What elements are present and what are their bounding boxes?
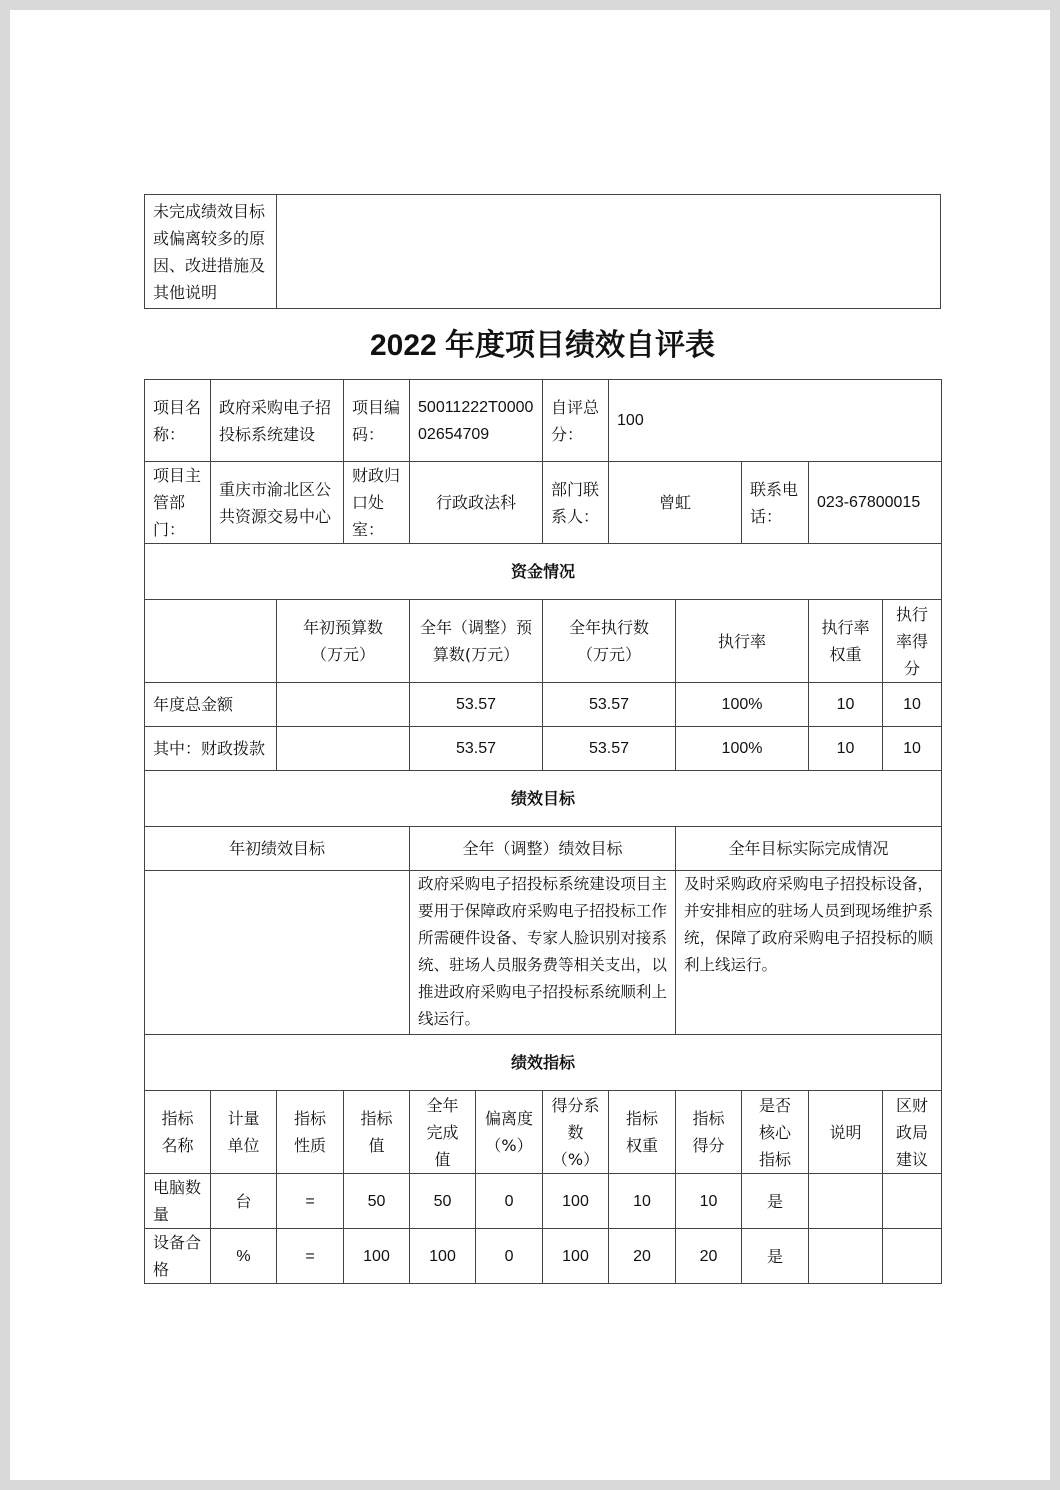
score-label: 自评总分： xyxy=(543,380,609,462)
name-value: 政府采购电子招投标系统建设 xyxy=(211,380,344,462)
goals-header-actual: 全年目标实际完成情况 xyxy=(676,827,942,871)
funds-row xyxy=(145,727,942,771)
indicator-cell: 设备合格 xyxy=(145,1229,211,1284)
page-title: 2022 年度项目绩效自评表 xyxy=(369,329,716,362)
remarks-table xyxy=(144,194,941,309)
goals-section-title: 绩效目标 xyxy=(145,771,942,827)
indicator-cell: 是 xyxy=(742,1229,809,1284)
funds-header-5: 执行率权重 xyxy=(809,600,883,683)
funds-row xyxy=(145,683,942,727)
indicator-cell xyxy=(883,1229,942,1284)
funds-cell: 53.57 xyxy=(410,683,543,727)
indicator-cell: 100 xyxy=(344,1229,410,1284)
indicator-cell: 是 xyxy=(742,1174,809,1229)
funds-header-0 xyxy=(145,600,277,683)
indicator-cell xyxy=(809,1174,883,1229)
code-value: 50011222T000002654709 xyxy=(410,380,543,462)
score-value: 100 xyxy=(609,380,942,462)
evaluation-table xyxy=(144,379,942,1284)
indicator-header: 指标值 xyxy=(344,1091,410,1174)
office-label: 财政归口处室： xyxy=(344,462,410,544)
funds-cell: 10 xyxy=(883,727,942,771)
phone-value: 023-67800015 xyxy=(809,462,942,544)
indicator-row xyxy=(145,1229,942,1284)
indicator-cell: 电脑数量 xyxy=(145,1174,211,1229)
funds-cell: 10 xyxy=(809,727,883,771)
indicator-cell: % xyxy=(211,1229,277,1284)
funds-cell: 100% xyxy=(676,727,809,771)
remarks-value xyxy=(277,195,941,309)
code-label: 项目编码： xyxy=(344,380,410,462)
indicator-cell: = xyxy=(277,1229,344,1284)
indicator-header: 全年完成值 xyxy=(410,1091,476,1174)
funds-header-6: 执行率得分 xyxy=(883,600,942,683)
indicator-cell: 台 xyxy=(211,1174,277,1229)
funds-header-4: 执行率 xyxy=(676,600,809,683)
dept-label: 项目主管部门： xyxy=(145,462,211,544)
goal-initial-text xyxy=(145,871,410,1035)
indicator-header: 区财政局建议 xyxy=(883,1091,942,1174)
indicator-cell: 10 xyxy=(676,1174,742,1229)
indicator-cell: 20 xyxy=(609,1229,676,1284)
office-value: 行政政法科 xyxy=(410,462,543,544)
indicator-cell: 0 xyxy=(476,1229,543,1284)
goal-actual-text: 及时采购政府采购电子招投标设备，并安排相应的驻场人员到现场维护系统，保障了政府采购电子招投标的顺利上线运行。 xyxy=(676,871,942,1035)
indicator-cell: 0 xyxy=(476,1174,543,1229)
indicator-header: 计量单位 xyxy=(211,1091,277,1174)
indicator-header: 是否核心指标 xyxy=(742,1091,809,1174)
indicators-section-title: 绩效指标 xyxy=(145,1035,942,1091)
document-page xyxy=(10,10,1050,1480)
indicator-header: 得分系数（%） xyxy=(543,1091,609,1174)
indicator-header: 指标得分 xyxy=(676,1091,742,1174)
dept-value: 重庆市渝北区公共资源交易中心 xyxy=(211,462,344,544)
funds-header-3: 全年执行数（万元） xyxy=(543,600,676,683)
indicator-header: 说明 xyxy=(809,1091,883,1174)
goals-header-adjusted: 全年（调整）绩效目标 xyxy=(410,827,676,871)
indicator-cell: = xyxy=(277,1174,344,1229)
indicator-row xyxy=(145,1174,942,1229)
indicator-header: 偏离度（%） xyxy=(476,1091,543,1174)
indicator-header: 指标性质 xyxy=(277,1091,344,1174)
indicator-cell: 20 xyxy=(676,1229,742,1284)
indicator-cell xyxy=(809,1229,883,1284)
funds-cell: 10 xyxy=(809,683,883,727)
indicator-cell: 10 xyxy=(609,1174,676,1229)
indicator-cell xyxy=(883,1174,942,1229)
indicator-cell: 50 xyxy=(344,1174,410,1229)
funds-cell: 53.57 xyxy=(543,683,676,727)
remarks-label: 未完成绩效目标或偏离较多的原因、改进措施及其他说明 xyxy=(145,195,277,309)
funds-cell: 年度总金额 xyxy=(145,683,277,727)
funds-cell: 10 xyxy=(883,683,942,727)
funds-cell: 其中：财政拨款 xyxy=(145,727,277,771)
funds-header-1: 年初预算数（万元） xyxy=(277,600,410,683)
funds-cell: 53.57 xyxy=(410,727,543,771)
indicator-cell: 100 xyxy=(543,1229,609,1284)
funds-cell: 53.57 xyxy=(543,727,676,771)
phone-label: 联系电话： xyxy=(742,462,809,544)
funds-header-2: 全年（调整）预算数(万元） xyxy=(410,600,543,683)
contact-label: 部门联系人： xyxy=(543,462,609,544)
funds-section-title: 资金情况 xyxy=(145,544,942,600)
funds-cell: 100% xyxy=(676,683,809,727)
goals-header-initial: 年初绩效目标 xyxy=(145,827,410,871)
indicator-cell: 100 xyxy=(543,1174,609,1229)
funds-cell xyxy=(277,727,410,771)
funds-cell xyxy=(277,683,410,727)
goal-adjusted-text: 政府采购电子招投标系统建设项目主要用于保障政府采购电子招投标工作所需硬件设备、专家人脸识别对接系统、驻场人员服务费等相关支出，以推进政府采购电子招投标系统顺利上线运行。 xyxy=(410,871,676,1035)
indicator-cell: 50 xyxy=(410,1174,476,1229)
indicator-header: 指标权重 xyxy=(609,1091,676,1174)
contact-value: 曾虹 xyxy=(609,462,742,544)
name-label: 项目名称： xyxy=(145,380,211,462)
indicator-cell: 100 xyxy=(410,1229,476,1284)
indicator-header: 指标名称 xyxy=(145,1091,211,1174)
